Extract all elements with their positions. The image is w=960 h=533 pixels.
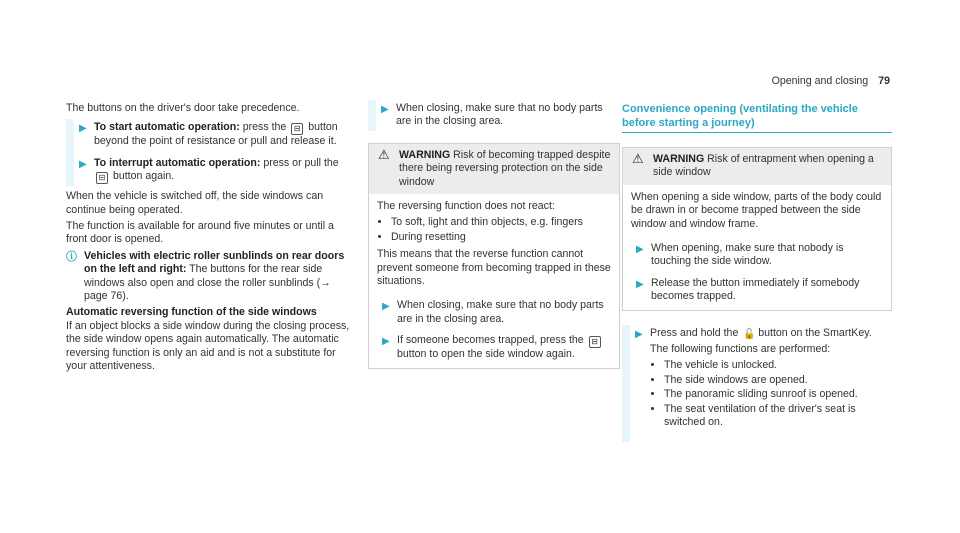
arrow-icon: ▶ — [382, 336, 390, 348]
step-text: Press and hold the — [650, 326, 739, 339]
window-button-icon: ⊟ — [96, 172, 108, 184]
arrow-icon: ▶ — [79, 158, 87, 170]
paragraph: The following functions are performed: — [650, 343, 831, 356]
arrow-icon: ▶ — [79, 123, 87, 135]
step-text: button beyond the point of resistance or pull and release it. — [94, 121, 338, 148]
warning-header — [369, 144, 619, 194]
step-closing — [376, 102, 620, 129]
warning-summary: Risk of becoming trapped despite there being reversing protection on the side window — [399, 148, 611, 188]
warning-box — [368, 143, 620, 369]
bullet-list — [650, 359, 892, 429]
warning-title: WARNING — [399, 148, 451, 161]
step-text: button again. — [112, 170, 175, 183]
paragraph: When opening a side window, parts of the body could be drawn in or become trapped between the side window and window frame. — [631, 190, 882, 230]
paragraph: The reversing function does not react: — [377, 200, 555, 213]
step-text: press or pull the — [263, 156, 339, 169]
column-2 — [368, 102, 620, 375]
column-1 — [66, 102, 351, 377]
warning-step-release — [631, 277, 883, 304]
paragraph: When the vehicle is switched off, the side windows can continue being operated. — [66, 190, 324, 216]
info-label: Vehicles with electric roller sunblinds on rear doors on the left and right: — [84, 249, 345, 276]
list-item: • During resetting — [391, 231, 611, 244]
warning-summary: Risk of entrapment when opening a side window — [653, 153, 874, 179]
step-text: button on the SmartKey. — [758, 326, 872, 339]
step-text: button to open the side window again. — [397, 348, 575, 361]
section-name: Opening and closing — [771, 75, 869, 87]
steps-block — [368, 102, 620, 129]
step-text: Release the button immediately if somebody becomes trapped. — [651, 276, 860, 303]
bullet-list — [377, 216, 611, 244]
list-item: • The vehicle is unlocked. — [664, 359, 892, 372]
step-interrupt-automatic — [74, 157, 351, 184]
step-text: When closing, make sure that no body parts are in the closing area. — [396, 102, 603, 128]
arrow-icon: ▶ — [636, 278, 644, 290]
unlock-icon: 🔓 — [743, 328, 756, 340]
window-button-icon: ⊟ — [291, 123, 303, 135]
step-text: press the — [242, 121, 287, 134]
list-item: • The side windows are opened. — [664, 374, 892, 387]
steps-block — [622, 327, 892, 440]
step-label: To interrupt automatic operation: — [94, 156, 261, 169]
arrow-icon: ▶ — [635, 328, 643, 340]
list-item: • The seat ventilation of the driver's seat is switched on. — [664, 403, 892, 430]
warning-box — [622, 147, 892, 311]
paragraph: The function is available for around five minutes or until a front door is opened. — [66, 220, 334, 246]
column-3 — [622, 102, 892, 446]
warning-step-trapped — [377, 334, 611, 361]
info-text: The buttons for the rear side windows also open and close the roller sunblinds (→ page 76). — [84, 263, 331, 303]
info-icon: ⓘ — [66, 250, 77, 263]
step-text: When closing, make sure that no body parts are in the closing area. — [397, 299, 604, 325]
page-header — [772, 75, 890, 88]
arrow-icon: ▶ — [382, 301, 390, 313]
warning-body — [623, 185, 891, 310]
step-start-automatic — [74, 121, 351, 148]
intro-text: The buttons on the driver's door take precedence. — [66, 102, 300, 114]
list-item: • The panoramic sliding sunroof is opened. — [664, 388, 892, 401]
paragraph: If an object blocks a side window during the closing process, the side window opens again automatically. The automatic reversing function is only an aid and is not a substitute for your attentiveness. — [66, 319, 350, 373]
page-number: 79 — [878, 75, 890, 87]
warning-title: WARNING — [653, 153, 705, 165]
step-text: If someone becomes trapped, press the — [397, 334, 584, 347]
warning-triangle-icon: ⚠ — [632, 151, 644, 166]
info-note — [66, 250, 351, 304]
step-label: To start automatic operation: — [94, 121, 240, 134]
warning-step-opening — [631, 242, 883, 269]
steps-block — [66, 121, 351, 184]
arrow-icon: ▶ — [636, 244, 644, 256]
warning-step-closing — [377, 299, 611, 326]
window-button-icon: ⊟ — [589, 336, 601, 348]
warning-header — [623, 148, 891, 185]
step-text: When opening, make sure that nobody is touching the side window. — [651, 242, 844, 268]
arrow-icon: ▶ — [381, 104, 389, 115]
list-item: • To soft, light and thin objects, e.g. fingers — [391, 216, 611, 229]
subheading: Automatic reversing function of the side windows — [66, 306, 317, 319]
section-title: Convenience opening (ventilating the vehicle before starting a journey) — [622, 102, 892, 133]
warning-body — [369, 194, 619, 368]
warning-triangle-icon: ⚠ — [378, 146, 390, 162]
paragraph: This means that the reverse function cannot prevent someone from becoming trapped in these situations. — [377, 248, 611, 288]
step-press-hold — [630, 327, 892, 430]
